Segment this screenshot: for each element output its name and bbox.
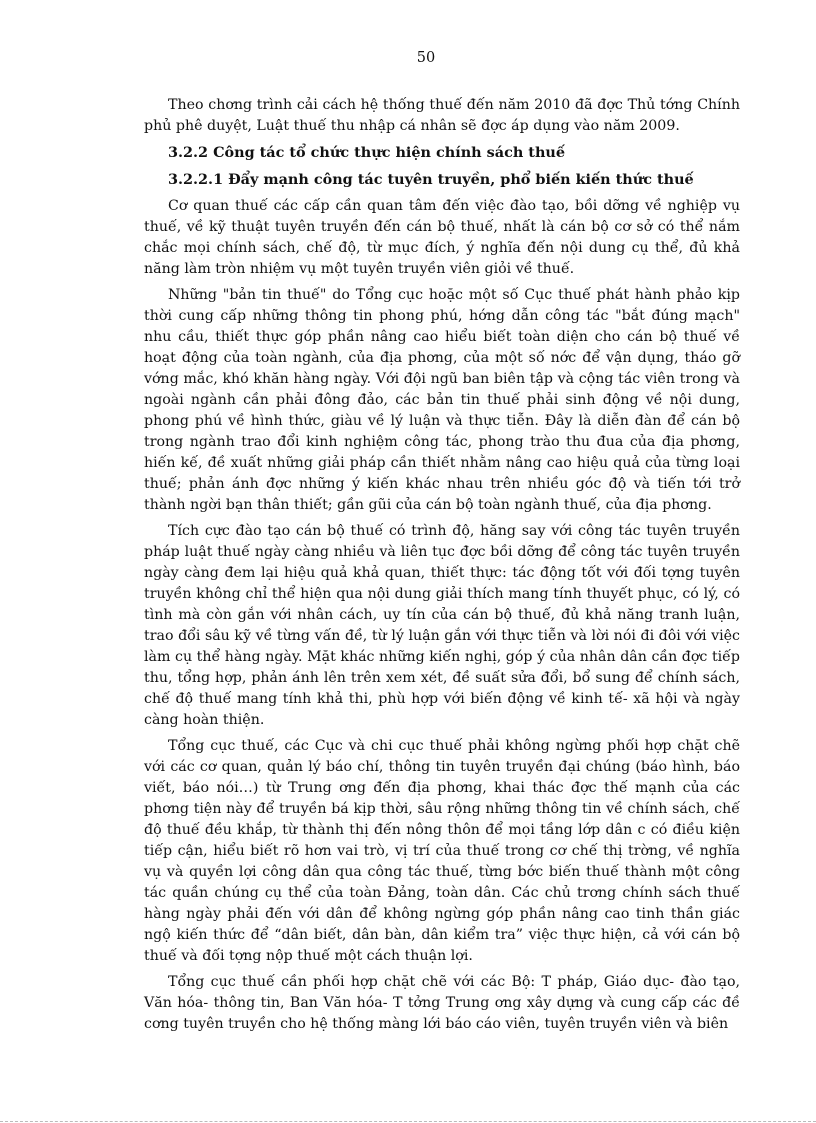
paragraph-ministries: Tổng cục thuế cần phối hợp chặt chẽ với các Bộ: T pháp, Giáo dục- đào tạo, Văn hóa- thông tin, Ban Văn hóa- T tởng Trung ơng xây dựng và cung cấp các đề cơng tuyên truyền cho hệ thống màng lới báo cáo viên, tuyên truyền viên và biên	[144, 974, 740, 1032]
page-number: 50	[416, 50, 436, 66]
paragraph-intro: Theo chơng trình cải cách hệ thống thuế đến năm 2010 đã đợc Thủ tớng Chính phủ phê duyệt, Luật thuế thu nhập cá nhân sẽ đợc áp dụng vào năm 2009.	[144, 97, 740, 134]
section-heading: 3.2.2 Công tác tổ chức thực hiện chính sách thuế	[168, 144, 566, 161]
page-bottom-divider	[0, 1121, 816, 1122]
document-body	[144, 95, 740, 1040]
paragraph-media-coordination: Tổng cục thuế, các Cục và chi cục thuế phải không ngừng phối hợp chặt chẽ với các cơ quan, quản lý báo chí, thông tin tuyên truyền đại chúng (báo hình, báo viết, báo nói…) từ Trung ơng đến địa phơng, khai thác đợc thế mạnh của các phơng tiện này để truyền bá kịp thời, sâu rộng những thông tin về chính sách, chế độ thuế đều khắp, từ thành thị đến nông thôn để mọi tầng lớp dân c có điều kiện tiếp cận, hiểu biết rõ hơn vai trò, vị trí của thuế trong cơ chế thị trờng, về nghĩa vụ và quyền lợi công dân qua công tác thuế, từng bớc biến thuế thành một công tác quần chúng cụ thể của toàn Đảng, toàn dân. Các chủ trơng chính sách thuế hàng ngày phải đến với dân để không ngừng góp phần nâng cao tinh thần giác ngộ kiến thức để “dân biết, dân bàn, dân kiểm tra” việc thực hiện, cả với cán bộ thuế và đối tợng nộp thuế một cách thuận lợi.	[144, 738, 740, 964]
paragraph-staff-training: Tích cực đào tạo cán bộ thuế có trình độ, hăng say với công tác tuyên truyền pháp luật thuế ngày càng nhiều và liên tục đợc bồi dỡng để công tác tuyên truyền ngày càng đem lại hiệu quả khả quan, thiết thực: tác động tốt với đối tợng tuyên truyền không chỉ thể hiện qua nội dung giải thích mang tính thuyết phục, có lý, có tình mà còn gắn với nhân cách, uy tín của cán bộ thuế, đủ khả năng tranh luận, trao đổi sâu kỹ về từng vấn đề, từ lý luận gắn với thực tiễn và lời nói đi đôi với việc làm cụ thể hàng ngày. Mặt khác những kiến nghị, góp ý của nhân dân cần đợc tiếp thu, tổng hợp, phản ánh lên trên xem xét, đề suất sửa đổi, bổ sung để chính sách, chế độ thuế mang tính khả thi, phù hợp với biến động về kinh tế- xã hội và ngày càng hoàn thiện.	[144, 523, 740, 728]
paragraph-training: Cơ quan thuế các cấp cần quan tâm đến việc đào tạo, bồi dỡng về nghiệp vụ thuế, về kỹ thuật tuyên truyền đến cán bộ thuế, nhất là cán bộ cơ sở có thể nắm chắc mọi chính sách, chế độ, từ mục đích, ý nghĩa đến nội dung cụ thể, đủ khả năng làm tròn nhiệm vụ một tuyên truyền viên giỏi về thuế.	[144, 198, 740, 277]
paragraph-newsletter: Những "bản tin thuế" do Tổng cục hoặc một số Cục thuế phát hành phảo kịp thời cung cấp những thông tin phong phú, hớng dẫn công tác "bắt đúng mạch" nhu cầu, thiết thực góp phần nâng cao hiểu biết toàn diện cho cán bộ thuế về hoạt động của toàn ngành, của địa phơng, của một số nớc để vận dụng, tháo gỡ vớng mắc, khó khăn hàng ngày. Với đội ngũ ban biên tập và cộng tác viên trong và ngoài ngành cần phải đông đảo, các bản tin thuế phải sinh động về nội dung, phong phú về hình thức, giàu về lý luận và thực tiễn. Đây là diễn đàn để cán bộ trong ngành trao đổi kinh nghiệm công tác, phong trào thu đua của địa phơng, hiến kế, đề xuất những giải pháp cần thiết nhằm nâng cao hiệu quả của từng loại thuế; phản ánh đợc những ý kiến khác nhau trên nhiều góc độ và tiến tới trở thành ngời bạn thân thiết; gần gũi của cán bộ toàn ngành thuế, của địa phơng.	[144, 287, 740, 513]
subsection-heading: 3.2.2.1 Đẩy mạnh công tác tuyên truyền, phổ biến kiến thức thuế	[168, 171, 694, 188]
